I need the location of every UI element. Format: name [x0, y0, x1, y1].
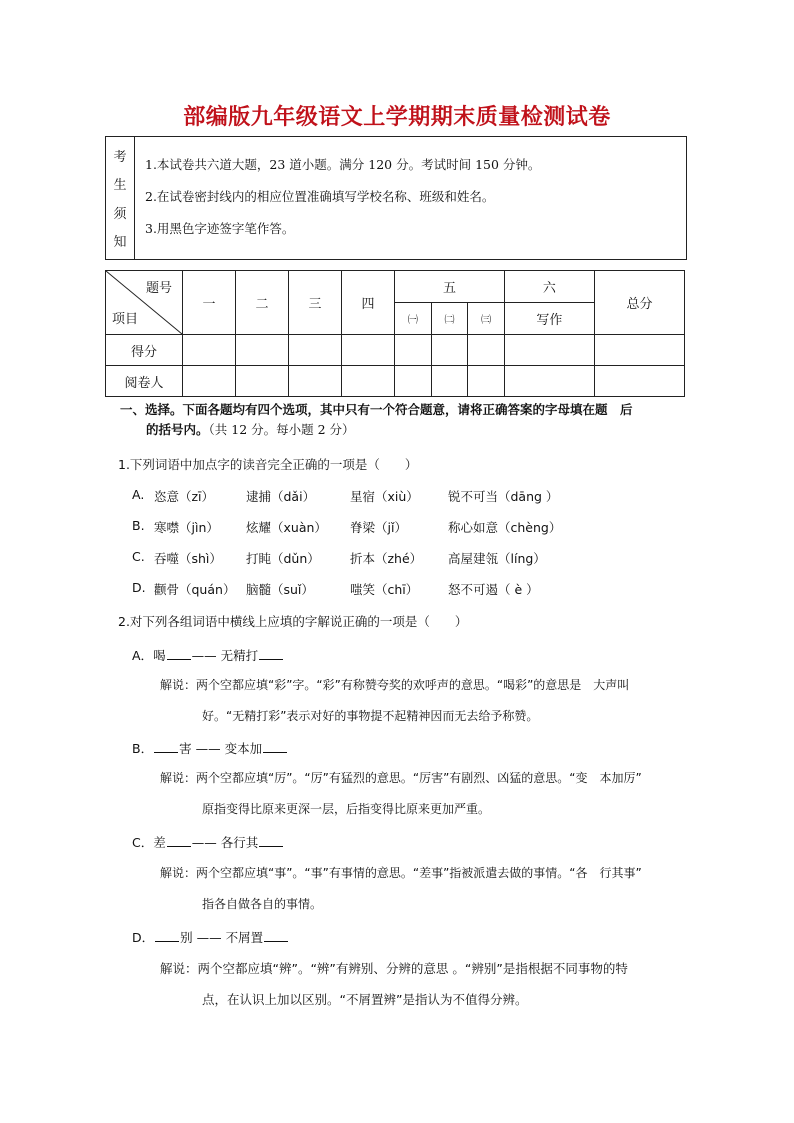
option-item: 脊梁（jǐ） — [350, 520, 407, 535]
option-item: 寒噤（jìn） — [154, 520, 219, 535]
notice-heading — [106, 137, 135, 259]
q2-a-explanation-1: 解说：两个空都应填“彩”字。“彩”有称赞夸奖的欢呼声的意思。“喝彩”的意思是 大声叫 — [160, 678, 630, 692]
q2-option-a[interactable] — [132, 646, 284, 664]
q2-b-explanation-2: 原指变得比原来更深一层，后指变得比原来更加严重。 — [202, 802, 491, 816]
option-word-1: 别 — [180, 930, 193, 945]
notice-heading-char: 生 — [113, 178, 127, 194]
score-cell[interactable] — [395, 335, 432, 366]
option-label: C． — [132, 835, 154, 850]
corner-label-top: 题号 — [145, 281, 172, 296]
q2-d-explanation-2: 点，在认识上加以区别。“不屑置辨”是指认为不值得分辨。 — [202, 992, 528, 1007]
table-row — [106, 335, 685, 366]
sub-header: ㈠ — [395, 303, 432, 335]
section-1-line2-rest: （共 12 分。每小题 2 分） — [208, 422, 355, 437]
page-title: 部编版九年级语文上学期期末质量检测试卷 — [183, 105, 611, 130]
option-word-2: 变本加 — [224, 741, 263, 756]
exam-notice-box — [105, 136, 687, 260]
score-cell[interactable] — [236, 335, 289, 366]
score-cell[interactable] — [468, 366, 505, 397]
fill-blank — [259, 834, 283, 847]
col-header: 二 — [236, 271, 289, 335]
score-cell[interactable] — [594, 366, 684, 397]
option-label: D. — [132, 580, 146, 595]
col-header-total: 总分 — [594, 271, 684, 335]
option-word-2: 不屑置 — [225, 930, 264, 945]
option-word-1: 喝 — [153, 648, 166, 663]
score-cell[interactable] — [431, 335, 468, 366]
score-cell[interactable] — [431, 366, 468, 397]
fill-blank — [259, 647, 283, 660]
option-label: A. — [132, 487, 145, 502]
notice-line: 2.在试卷密封线内的相应位置准确填写学校名称、班级和姓名。 — [145, 189, 495, 204]
notice-heading-char: 考 — [113, 149, 127, 165]
q2-option-d[interactable] — [132, 928, 289, 946]
notice-heading-char: 知 — [113, 235, 127, 251]
score-cell[interactable] — [183, 366, 236, 397]
score-cell[interactable] — [594, 335, 684, 366]
option-dash: —— — [191, 648, 217, 663]
score-cell[interactable] — [289, 335, 342, 366]
sub-header-writing: 写作 — [504, 303, 594, 335]
fill-blank — [167, 647, 191, 660]
option-label: B． — [132, 741, 154, 756]
score-cell[interactable] — [289, 366, 342, 397]
fill-blank — [263, 740, 287, 753]
option-label: D． — [132, 930, 155, 945]
question-2-stem: 2.对下列各组词语中横线上应填的字解说正确的一项是（ ） — [118, 614, 468, 629]
table-row — [106, 366, 685, 397]
row-label: 得分 — [106, 335, 183, 366]
notice-heading-char: 须 — [113, 206, 127, 222]
col-header: 四 — [342, 271, 395, 335]
q2-d-explanation-1: 解说：两个空都应填“辨”。“辨”有辨别、分辨的意思 。“辨别”是指根据不同事物的特 — [160, 961, 628, 976]
option-item: 炫耀（xuàn） — [246, 520, 327, 535]
q2-a-explanation-2: 好。“无精打彩”表示对好的事物提不起精神因而无去给予称赞。 — [202, 709, 539, 723]
option-word-1: 害 — [179, 741, 192, 756]
sub-header: ㈡ — [431, 303, 468, 335]
score-cell[interactable] — [504, 335, 594, 366]
row-label: 阅卷人 — [106, 366, 183, 397]
option-word-1: 差 — [153, 835, 166, 850]
score-cell[interactable] — [236, 366, 289, 397]
option-item: 怒不可遏（ è ） — [448, 582, 539, 597]
option-item: 折本（zhé） — [350, 551, 423, 566]
q2-c-explanation-1: 解说：两个空都应填“事”。“事”有事情的意思。“差事”指被派遣去做的事情。“各 行其事” — [160, 866, 642, 880]
sub-header: ㈢ — [468, 303, 505, 335]
option-item: 逮捕（dǎi） — [246, 489, 316, 504]
option-dash: —— — [196, 930, 222, 945]
q2-c-explanation-2: 指各自做各自的事情。 — [202, 897, 323, 911]
fill-blank — [154, 740, 178, 753]
section-1-line2-bold: 的括号内。 — [146, 422, 209, 437]
q2-b-explanation-1: 解说：两个空都应填“厉”。“厉”有猛烈的意思。“厉害”有剧烈、凶猛的意思。“变 本加厉” — [160, 771, 642, 785]
option-item: 锐不可当（dāng ） — [448, 489, 559, 504]
score-cell[interactable] — [395, 366, 432, 397]
option-item: 高屋建瓴（líng） — [448, 551, 546, 566]
option-dash: —— — [195, 741, 221, 756]
option-item: 嗤笑（chī） — [350, 582, 419, 597]
col-header-six: 六 — [504, 271, 594, 303]
corner-label-bottom: 项目 — [112, 312, 139, 327]
score-table — [105, 270, 685, 397]
option-item: 颧骨（quán） — [154, 582, 236, 597]
score-cell[interactable] — [183, 335, 236, 366]
fill-blank — [155, 929, 179, 942]
notice-line: 3.用黑色字迹签字笔作答。 — [145, 221, 295, 236]
option-dash: —— — [191, 835, 217, 850]
option-label: C. — [132, 549, 145, 564]
option-item: 吞噬（shì） — [154, 551, 222, 566]
q2-option-b[interactable] — [132, 739, 288, 757]
fill-blank — [167, 834, 191, 847]
notice-lines — [135, 137, 686, 259]
score-table-corner — [106, 271, 183, 335]
option-item: 打盹（dǔn） — [246, 551, 320, 566]
question-1-stem: 1.下列词语中加点字的读音完全正确的一项是（ ） — [118, 457, 418, 472]
col-header-five: 五 — [395, 271, 505, 303]
section-1-heading — [120, 400, 680, 440]
score-cell[interactable] — [504, 366, 594, 397]
option-item: 星宿（xiù） — [350, 489, 419, 504]
col-header: 一 — [183, 271, 236, 335]
option-label: B. — [132, 518, 145, 533]
score-cell[interactable] — [342, 366, 395, 397]
option-item: 称心如意（chèng） — [448, 520, 562, 535]
option-item: 恣意（zī） — [154, 489, 215, 504]
col-header: 三 — [289, 271, 342, 335]
q2-option-c[interactable] — [132, 833, 284, 851]
score-cell[interactable] — [342, 335, 395, 366]
option-word-2: 无精打 — [220, 648, 259, 663]
option-label: A． — [132, 648, 154, 663]
option-item: 脑髓（suǐ） — [246, 582, 314, 597]
fill-blank — [264, 929, 288, 942]
section-1-line1: 一、选择。下面各题均有四个选项，其中只有一个符合题意，请将正确答案的字母填在题 后 — [120, 402, 633, 417]
option-word-2: 各行其 — [220, 835, 259, 850]
notice-line: 1.本试卷共六道大题，23 道小题。满分 120 分。考试时间 150 分钟。 — [145, 157, 541, 172]
score-cell[interactable] — [468, 335, 505, 366]
